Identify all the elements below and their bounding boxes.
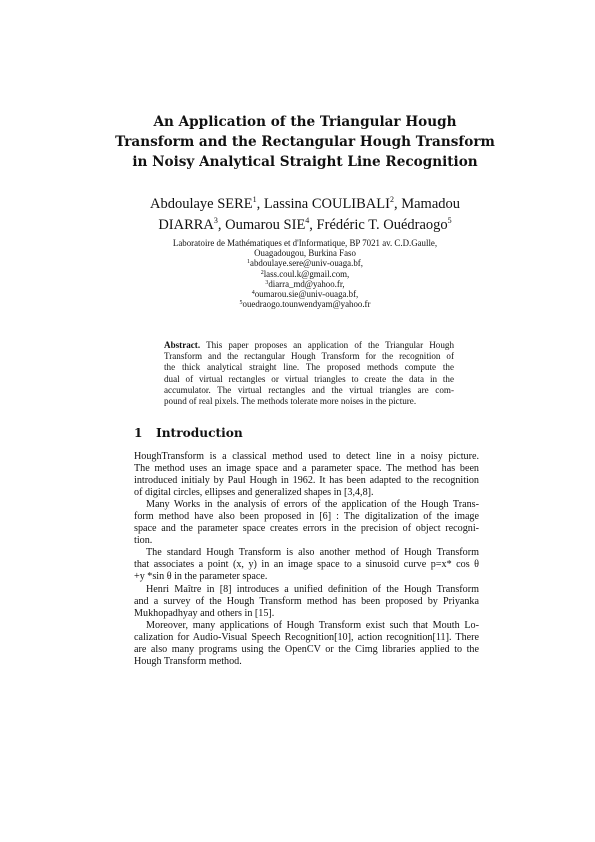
- author-line: [120, 215, 490, 236]
- title-line: An Application of the Triangular Hough: [153, 114, 457, 130]
- body-line: Hough Transform method.: [134, 655, 242, 667]
- author-affiliation-mark: 1: [252, 195, 257, 204]
- body-line: +y *sin θ in the parameter space.: [134, 571, 268, 583]
- body-line: HoughTransform is a classical method used to detect line in a noisy picture.: [134, 451, 479, 462]
- email-mark: 5: [239, 300, 243, 307]
- abstract-line: pound of real pixels. The methods tolerate more noises in the picture.: [164, 396, 417, 407]
- body-line: The standard Hough Transform is also another method of Hough Transform: [146, 547, 479, 559]
- body-line: of digital circles, ellipses and generalized shapes in [3,4,8].: [134, 487, 374, 499]
- author-separator: ,: [217, 217, 226, 233]
- author-separator: ,: [256, 196, 264, 212]
- author-name: DIARRA: [158, 217, 214, 233]
- author-name: Abdoulaye SERE: [149, 196, 253, 212]
- abstract-line: dual of virtual rectangles or virtual triangles to create the data in the: [164, 373, 454, 384]
- author-affiliation-mark: 2: [389, 195, 394, 204]
- author-affiliation-mark: 3: [213, 216, 218, 225]
- abstract-label: Abstract.: [164, 340, 201, 350]
- email-text: lass.coul.k@gmail.com,: [263, 268, 350, 279]
- body-line: space and the parameter space creates errors in the precision of object recogni-: [134, 523, 479, 535]
- author-email: [120, 269, 490, 279]
- abstract-text: This paper proposes an application of the Triangular Hough: [200, 340, 454, 350]
- affiliation-block: [120, 238, 490, 309]
- title-line: in Noisy Analytical Straight Line Recognition: [132, 154, 478, 170]
- body-line: and a survey of the Hough Transform method has been proposed by Priyanka: [134, 595, 479, 607]
- author-name: Lassina COULIBALI: [263, 196, 390, 212]
- body-text: [134, 451, 479, 668]
- body-line: introduced initialy by Paul Hough in 1962. It has been adapted to the recognition: [134, 475, 479, 487]
- author-separator: ,: [309, 217, 317, 233]
- body-line: Many Works in the analysis of errors of the application of the Hough Trans-: [146, 499, 479, 511]
- body-line: that associates a point (x, y) in an image space to a sinusoid curve p=x* cos θ: [134, 559, 479, 571]
- body-line: Henri Maître in [8] introduces a unified definition of the Hough Transform: [146, 583, 479, 595]
- abstract-line: the thick analytical straight line. The proposed methods compute the: [164, 362, 454, 373]
- section-number: 1: [134, 426, 143, 440]
- body-line: Moreover, many applications of Hough Transform exist such that Mouth Lo-: [146, 619, 479, 631]
- body-line: are also many programs using the OpenCV or the Cimg libraries applied to the: [134, 643, 479, 655]
- author-affiliation-mark: 5: [447, 216, 452, 225]
- paper-title: [100, 112, 510, 172]
- author-line: [120, 194, 490, 215]
- abstract-line: accumulator. The virtual rectangles and the virtual triangles are com-: [164, 384, 454, 395]
- author-email: [120, 299, 490, 309]
- section-title: Introduction: [156, 426, 243, 440]
- email-text: ouedraogo.tounwendyam@yahoo.fr: [242, 299, 371, 310]
- author-email: [120, 279, 490, 289]
- author-name: Frédéric T. Ouédraogo: [316, 217, 448, 233]
- affiliation-line: Ouagadougou, Burkina Faso: [254, 248, 356, 259]
- email-mark: 4: [251, 290, 255, 297]
- author-affiliation-mark: 4: [305, 216, 310, 225]
- body-line: tion.: [134, 535, 153, 547]
- author-email: [120, 258, 490, 268]
- abstract-line: Transform and the rectangular Hough Transform for the recognition of: [164, 351, 454, 362]
- author-email: [120, 289, 490, 299]
- author-name: Oumarou SIE: [225, 217, 306, 233]
- body-line: calization for Audio-Visual Speech Recognition[10], action recognition[11]. There: [134, 631, 479, 643]
- body-line: form method have also been proposed in [6] : The digitalization of the image: [134, 511, 479, 523]
- author-separator: , Mamadou: [393, 196, 461, 212]
- section-heading: [134, 426, 243, 440]
- body-line: The method uses an image space and a parameter space. The method has been: [134, 463, 479, 475]
- abstract: [164, 340, 454, 407]
- affiliation-line: Laboratoire de Mathématiques et d'Informatique, BP 7021 av. C.D.Gaulle,: [172, 238, 438, 248]
- abstract-line: [164, 340, 454, 351]
- email-text: diarra_md@yahoo.fr,: [268, 278, 345, 289]
- email-text: abdoulaye.sere@univ-ouaga.bf,: [250, 258, 363, 269]
- email-text: oumarou.sie@univ-ouaga.bf,: [254, 289, 359, 300]
- title-line: Transform and the Rectangular Hough Transform: [115, 134, 495, 150]
- author-list: [120, 194, 490, 236]
- email-mark: 2: [260, 269, 264, 276]
- email-mark: 1: [247, 259, 251, 266]
- body-line: Mukhopadhyay and others in [15].: [134, 607, 275, 619]
- email-mark: 3: [265, 279, 269, 286]
